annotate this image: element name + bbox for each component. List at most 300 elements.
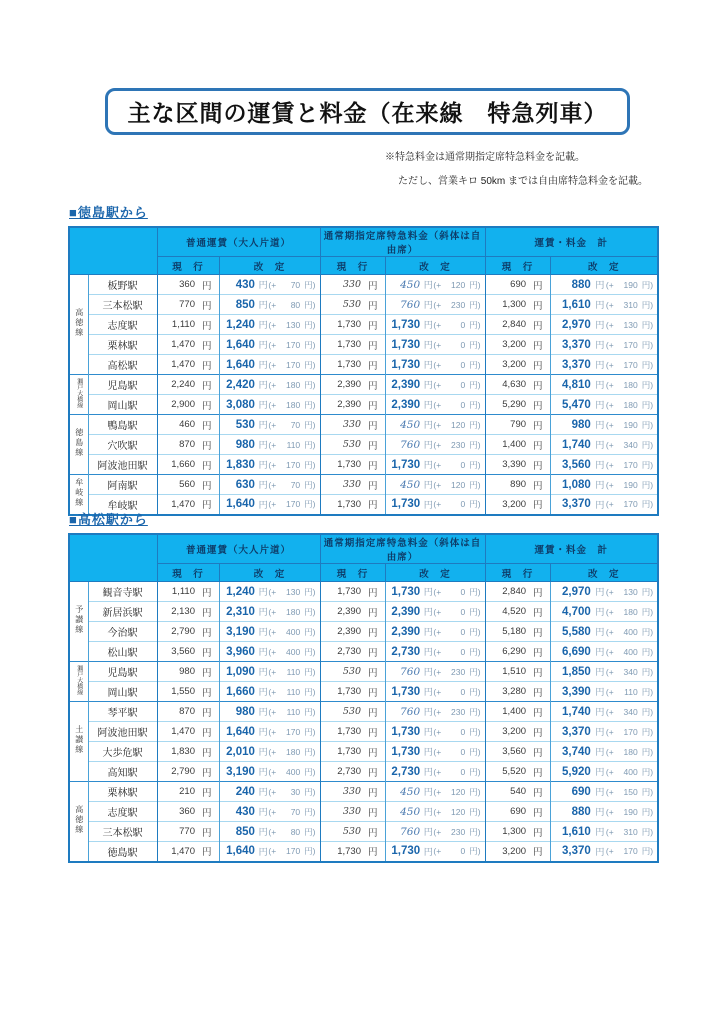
fare-revised-value: 430	[235, 805, 255, 818]
express-revised-cell	[385, 315, 485, 335]
yen-label: 円	[258, 707, 268, 717]
fare-increase-value: 170	[285, 499, 301, 510]
total-revised-cell	[550, 762, 658, 782]
express-increase: (+ 0 円)	[433, 399, 481, 410]
express-current-value: 2,390	[337, 606, 361, 617]
express-revised-value: 2,390	[391, 605, 421, 618]
fare-revised-cell	[219, 295, 320, 315]
title-box	[105, 88, 630, 135]
fare-current-value: 1,470	[171, 845, 195, 857]
total-increase: (+ 180 円)	[605, 379, 654, 390]
express-increase-value: 120	[451, 479, 466, 490]
fare-current-value: 2,790	[171, 626, 195, 637]
line-group-label: 瀬戸大橋線	[75, 665, 82, 695]
total-increase: (+ 170 円)	[605, 339, 654, 350]
total-increase-value: 190	[623, 279, 638, 290]
fare-revised-value: 2,420	[226, 378, 255, 391]
fare-increase-value: 180	[285, 606, 301, 617]
express-revised-value: 450	[400, 785, 421, 798]
station-name: 鴨島駅	[88, 415, 157, 435]
total-revised-value: 1,610	[562, 298, 591, 311]
fare-table-tokushima	[68, 226, 659, 516]
fare-current-value: 360	[179, 806, 195, 817]
yen-label: 円	[595, 499, 605, 510]
express-revised-value: 2,730	[391, 645, 421, 658]
total-current-cell	[485, 822, 550, 842]
fare-current-value: 980	[179, 666, 195, 677]
express-current-cell	[320, 702, 385, 722]
fare-revised-cell	[219, 702, 320, 722]
fare-increase-value: 180	[285, 399, 301, 410]
fare-revised-value: 850	[235, 298, 255, 311]
express-revised-value: 1,730	[391, 318, 421, 331]
fare-increase-value: 80	[290, 299, 301, 310]
table-row	[69, 275, 658, 295]
total-current-cell	[485, 335, 550, 355]
express-current-cell	[320, 355, 385, 375]
express-revised-cell	[385, 435, 485, 455]
express-increase: (+ 0 円)	[433, 379, 481, 390]
express-revised-cell	[385, 822, 485, 842]
fare-increase: (+ 30 円)	[268, 786, 316, 797]
yen-label: 円	[533, 627, 543, 639]
yen-label: 円	[201, 667, 212, 679]
express-current-value: 330	[342, 806, 361, 817]
fare-revised-value: 850	[235, 825, 255, 838]
yen-label: 円	[258, 846, 268, 857]
yen-label: 円	[201, 280, 212, 292]
yen-label: 円	[595, 846, 605, 857]
express-current-value: 1,730	[337, 319, 361, 330]
station-name: 志度駅	[88, 315, 157, 335]
table-row	[69, 455, 658, 475]
total-current-cell	[485, 435, 550, 455]
yen-label: 円	[423, 480, 433, 490]
yen-label: 円	[595, 747, 605, 757]
revised-header: 改 定	[385, 564, 485, 582]
section-tokushima	[68, 202, 659, 516]
fare-revised-value: 530	[235, 418, 255, 431]
fare-revised-cell	[219, 722, 320, 742]
express-current-cell	[320, 315, 385, 335]
fare-revised-value: 3,190	[226, 765, 255, 778]
total-current-cell	[485, 802, 550, 822]
total-increase: (+ 180 円)	[605, 746, 654, 757]
section-heading-takamatsu: ■高松駅から	[69, 512, 148, 527]
total-increase-value: 400	[623, 646, 638, 657]
yen-label: 円	[533, 587, 543, 599]
table-row	[69, 702, 658, 722]
total-current-value: 890	[510, 479, 527, 490]
yen-label: 円	[423, 747, 433, 757]
fare-current-cell	[157, 475, 219, 495]
express-current-cell	[320, 395, 385, 415]
express-revised-value: 760	[400, 665, 421, 678]
fare-increase: (+ 70 円)	[268, 479, 316, 490]
fare-increase-value: 400	[285, 766, 301, 777]
express-revised-value: 1,730	[391, 458, 421, 471]
yen-label: 円	[423, 767, 433, 777]
table-row	[69, 742, 658, 762]
line-group-label: 瀬戸大橋線	[75, 378, 82, 408]
total-current-value: 3,560	[502, 746, 527, 757]
yen-label: 円	[595, 320, 605, 330]
yen-label: 円	[201, 380, 212, 392]
total-revised-cell	[550, 842, 658, 862]
corner-cell	[69, 534, 157, 582]
total-current-cell	[485, 395, 550, 415]
total-current-value: 540	[510, 786, 527, 797]
fare-current-value: 2,240	[171, 379, 195, 390]
total-increase: (+ 400 円)	[605, 646, 654, 657]
total-current-cell	[485, 662, 550, 682]
fare-current-value: 2,900	[171, 399, 195, 410]
fare-current-cell	[157, 582, 219, 602]
yen-label: 円	[258, 320, 268, 330]
section-takamatsu	[68, 509, 659, 863]
express-revised-value: 760	[400, 705, 421, 718]
total-revised-value: 1,740	[562, 438, 591, 451]
fare-revised-value: 1,640	[226, 498, 255, 511]
fare-increase: (+ 110 円)	[268, 439, 316, 450]
express-current-cell	[320, 842, 385, 862]
table-row	[69, 335, 658, 355]
yen-label: 円	[533, 300, 543, 312]
express-increase: (+ 0 円)	[433, 766, 481, 777]
fare-current-value: 360	[179, 279, 195, 290]
total-increase: (+ 190 円)	[605, 279, 654, 290]
table-row	[69, 582, 658, 602]
express-revised-cell	[385, 702, 485, 722]
yen-label: 円	[423, 340, 433, 350]
notes	[385, 148, 648, 196]
total-current-cell	[485, 315, 550, 335]
express-current-cell	[320, 435, 385, 455]
total-current-cell	[485, 782, 550, 802]
fare-revised-value: 1,640	[226, 358, 255, 371]
express-revised-cell	[385, 782, 485, 802]
fare-revised-cell	[219, 582, 320, 602]
total-revised-value: 3,370	[562, 725, 591, 738]
station-name: 児島駅	[88, 662, 157, 682]
total-increase-value: 170	[623, 726, 638, 737]
express-increase-value: 0	[460, 586, 466, 597]
express-revised-cell	[385, 662, 485, 682]
yen-label: 円	[533, 787, 543, 799]
fare-increase-value: 180	[285, 746, 301, 757]
yen-label: 円	[201, 647, 212, 659]
fare-current-cell	[157, 375, 219, 395]
fare-current-cell	[157, 742, 219, 762]
express-revised-value: 1,730	[391, 498, 421, 511]
fare-current-cell	[157, 602, 219, 622]
fare-revised-cell	[219, 662, 320, 682]
express-revised-cell	[385, 602, 485, 622]
fare-increase: (+ 400 円)	[268, 646, 316, 657]
total-current-value: 3,200	[502, 339, 527, 350]
fare-increase-value: 110	[286, 439, 301, 450]
fare-revised-cell	[219, 682, 320, 702]
total-revised-value: 1,610	[562, 825, 591, 838]
station-name: 児島駅	[88, 375, 157, 395]
total-current-value: 1,400	[502, 706, 527, 717]
line-group-cell	[69, 782, 88, 862]
yen-label: 円	[595, 767, 605, 777]
fare-revised-value: 630	[235, 478, 255, 491]
yen-label: 円	[258, 340, 268, 350]
yen-label: 円	[595, 627, 605, 637]
express-revised-cell	[385, 582, 485, 602]
express-current-cell	[320, 762, 385, 782]
yen-label: 円	[595, 647, 605, 657]
express-current-value: 1,730	[337, 359, 361, 370]
line-group-label: 徳島線	[74, 428, 84, 458]
express-increase: (+ 0 円)	[433, 746, 481, 757]
express-increase-value: 120	[451, 806, 466, 817]
fare-revised-cell	[219, 435, 320, 455]
total-revised-cell	[550, 455, 658, 475]
yen-label: 円	[258, 667, 268, 677]
express-current-value: 330	[342, 479, 361, 490]
fare-increase-value: 80	[290, 826, 301, 837]
station-name: 板野駅	[88, 275, 157, 295]
yen-label: 円	[201, 687, 212, 699]
total-increase-value: 180	[623, 379, 638, 390]
fare-current-cell	[157, 415, 219, 435]
fare-revised-cell	[219, 822, 320, 842]
fare-revised-cell	[219, 642, 320, 662]
total-revised-value: 3,370	[562, 358, 591, 371]
station-name: 栗林駅	[88, 335, 157, 355]
fare-current-cell	[157, 295, 219, 315]
fare-revised-cell	[219, 602, 320, 622]
total-current-cell	[485, 415, 550, 435]
total-increase-value: 170	[623, 499, 638, 510]
fare-current-value: 2,130	[171, 606, 195, 617]
yen-label: 円	[533, 320, 543, 332]
yen-label: 円	[368, 687, 378, 699]
express-increase-value: 0	[460, 646, 466, 657]
total-revised-cell	[550, 622, 658, 642]
total-current-cell	[485, 295, 550, 315]
total-revised-value: 690	[571, 785, 591, 798]
total-current-value: 790	[510, 419, 527, 430]
express-revised-cell	[385, 642, 485, 662]
yen-label: 円	[595, 460, 605, 470]
fare-revised-cell	[219, 762, 320, 782]
note-line-1: ※特急料金は通常期指定席特急料金を記載。	[385, 152, 585, 163]
fare-revised-value: 1,240	[226, 318, 255, 331]
total-increase-value: 400	[623, 626, 638, 637]
express-increase-value: 0	[460, 846, 466, 857]
yen-label: 円	[201, 587, 212, 599]
total-increase: (+ 190 円)	[605, 806, 654, 817]
express-current-value: 330	[342, 279, 361, 290]
total-revised-value: 5,920	[562, 765, 591, 778]
total-increase: (+ 400 円)	[605, 766, 654, 777]
fare-revised-value: 3,080	[226, 398, 255, 411]
express-current-value: 1,730	[337, 586, 361, 597]
express-increase: (+ 0 円)	[433, 626, 481, 637]
fare-revised-value: 1,640	[226, 338, 255, 351]
total-current-value: 5,180	[502, 626, 527, 637]
table-row	[69, 375, 658, 395]
station-name: 阿波池田駅	[88, 455, 157, 475]
express-increase-value: 120	[451, 279, 466, 290]
table-row	[69, 842, 658, 862]
fare-increase-value: 400	[285, 646, 301, 657]
express-current-cell	[320, 802, 385, 822]
total-increase: (+ 170 円)	[605, 499, 654, 510]
total-current-value: 5,520	[502, 766, 527, 777]
total-increase: (+ 170 円)	[605, 846, 654, 857]
total-current-value: 3,200	[502, 359, 527, 370]
table-row	[69, 475, 658, 495]
current-header: 現 行	[157, 564, 219, 582]
line-group-cell	[69, 662, 88, 702]
yen-label: 円	[533, 847, 543, 859]
total-increase-value: 340	[623, 706, 638, 717]
yen-label: 円	[368, 607, 378, 619]
table-row	[69, 802, 658, 822]
yen-label: 円	[201, 747, 212, 759]
total-current-cell	[485, 642, 550, 662]
line-group-label: 牟岐線	[74, 477, 84, 508]
station-name: 高知駅	[88, 762, 157, 782]
fare-current-value: 1,470	[171, 339, 195, 350]
line-group-label: 高徳線	[74, 308, 84, 338]
total-revised-cell	[550, 802, 658, 822]
express-increase: (+ 120 円)	[433, 279, 481, 290]
total-current-cell	[485, 602, 550, 622]
yen-label: 円	[595, 440, 605, 450]
note-line-2: ただし、営業キロ 50km までは自由席特急料金を記載。	[398, 176, 649, 187]
fare-increase-value: 170	[285, 339, 301, 350]
fare-revised-value: 980	[235, 705, 255, 718]
express-increase-value: 0	[460, 339, 466, 350]
express-increase: (+ 0 円)	[433, 359, 481, 370]
express-increase: (+ 0 円)	[433, 339, 481, 350]
fare-increase: (+ 110 円)	[268, 706, 316, 717]
express-current-cell	[320, 782, 385, 802]
yen-label: 円	[423, 607, 433, 617]
yen-label: 円	[258, 400, 268, 410]
fare-current-cell	[157, 662, 219, 682]
total-increase: (+ 110 円)	[605, 686, 654, 697]
express-increase: (+ 0 円)	[433, 606, 481, 617]
express-revised-value: 450	[400, 418, 421, 431]
yen-label: 円	[595, 400, 605, 410]
express-revised-value: 450	[400, 478, 421, 491]
yen-label: 円	[258, 460, 268, 470]
table-row	[69, 622, 658, 642]
express-revised-value: 2,730	[391, 765, 421, 778]
express-current-value: 330	[342, 419, 361, 430]
fare-current-cell	[157, 395, 219, 415]
yen-label: 円	[368, 300, 378, 312]
yen-label: 円	[258, 440, 268, 450]
yen-label: 円	[595, 607, 605, 617]
express-current-cell	[320, 335, 385, 355]
table-row	[69, 415, 658, 435]
yen-label: 円	[368, 787, 378, 799]
total-increase: (+ 180 円)	[605, 399, 654, 410]
yen-label: 円	[368, 847, 378, 859]
yen-label: 円	[423, 300, 433, 310]
express-current-value: 530	[342, 666, 361, 677]
fare-current-cell	[157, 275, 219, 295]
fare-increase-value: 30	[290, 786, 301, 797]
express-revised-cell	[385, 395, 485, 415]
revised-header: 改 定	[550, 564, 658, 582]
yen-label: 円	[201, 627, 212, 639]
yen-label: 円	[368, 480, 378, 492]
station-name: 栗林駅	[88, 782, 157, 802]
total-revised-value: 4,700	[562, 605, 591, 618]
express-increase: (+ 0 円)	[433, 686, 481, 697]
express-increase: (+ 230 円)	[433, 706, 481, 717]
express-increase-value: 120	[451, 786, 466, 797]
express-revised-cell	[385, 722, 485, 742]
fare-increase-value: 70	[290, 479, 301, 490]
express-col-header: 通常期指定席特急料金（斜体は自由席）	[320, 227, 485, 257]
express-increase: (+ 230 円)	[433, 299, 481, 310]
total-current-cell	[485, 742, 550, 762]
total-revised-cell	[550, 742, 658, 762]
yen-label: 円	[533, 747, 543, 759]
total-current-value: 2,840	[502, 319, 527, 330]
yen-label: 円	[533, 727, 543, 739]
total-revised-value: 3,740	[562, 745, 591, 758]
total-increase-value: 170	[623, 846, 638, 857]
fare-increase: (+ 110 円)	[268, 666, 316, 677]
yen-label: 円	[368, 767, 378, 779]
total-revised-value: 980	[571, 418, 591, 431]
yen-label: 円	[258, 827, 268, 837]
fare-revised-cell	[219, 455, 320, 475]
yen-label: 円	[201, 400, 212, 412]
total-increase: (+ 150 円)	[605, 786, 654, 797]
table-row	[69, 722, 658, 742]
total-col-header: 運賃・料金 計	[485, 227, 658, 257]
express-revised-value: 760	[400, 298, 421, 311]
yen-label: 円	[201, 500, 212, 512]
yen-label: 円	[368, 707, 378, 719]
yen-label: 円	[258, 727, 268, 737]
yen-label: 円	[201, 300, 212, 312]
express-current-cell	[320, 602, 385, 622]
yen-label: 円	[533, 480, 543, 492]
total-col-header: 運賃・料金 計	[485, 534, 658, 564]
express-increase: (+ 0 円)	[433, 586, 481, 597]
fare-increase-value: 110	[286, 666, 301, 677]
fare-increase-value: 110	[286, 686, 301, 697]
express-current-cell	[320, 275, 385, 295]
express-revised-value: 1,730	[391, 745, 421, 758]
station-name: 琴平駅	[88, 702, 157, 722]
fare-current-cell	[157, 822, 219, 842]
fare-revised-cell	[219, 802, 320, 822]
yen-label: 円	[595, 727, 605, 737]
yen-label: 円	[258, 480, 268, 490]
express-current-value: 2,390	[337, 399, 361, 410]
express-increase-value: 230	[451, 439, 466, 450]
express-revised-cell	[385, 762, 485, 782]
fare-revised-cell	[219, 782, 320, 802]
total-current-value: 3,280	[502, 686, 527, 697]
total-revised-cell	[550, 782, 658, 802]
total-revised-cell	[550, 822, 658, 842]
